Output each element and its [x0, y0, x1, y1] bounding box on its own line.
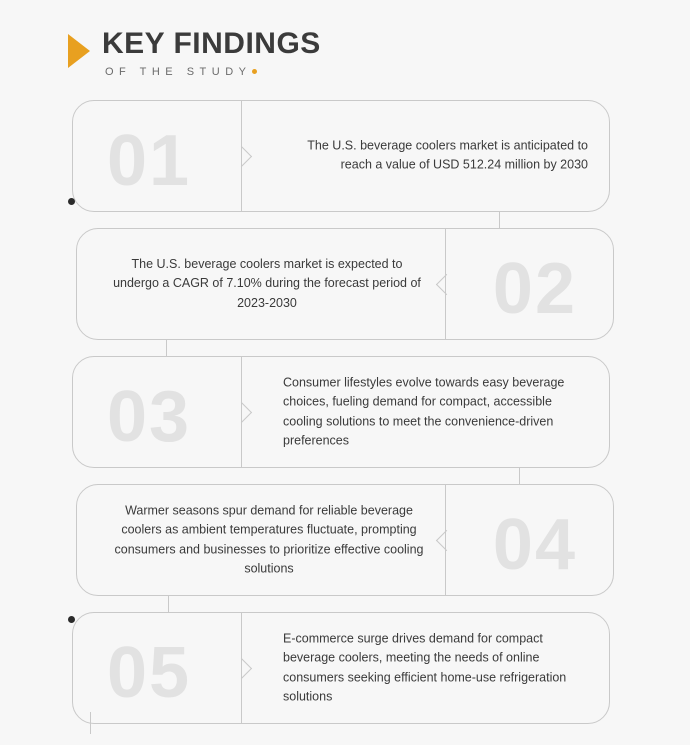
- finding-card-04: [76, 484, 614, 596]
- finding-card-01: [72, 100, 610, 212]
- finding-card-05: [72, 612, 610, 724]
- finding-number-03: 03: [107, 377, 192, 457]
- page-subtitle: [105, 66, 321, 78]
- connector-03-04: [519, 468, 520, 484]
- findings-list: [0, 100, 690, 740]
- finding-card-03: [72, 356, 610, 468]
- chevron-left-icon: [439, 269, 455, 299]
- page-title: KEY FINDINGS: [102, 27, 321, 60]
- bullet-marker-bottom: [68, 616, 75, 623]
- finding-number-02: 02: [492, 249, 577, 329]
- header-text-block: [102, 28, 321, 78]
- connector-01-02: [499, 212, 500, 228]
- chevron-right-icon: [234, 397, 250, 427]
- finding-number-04: 04: [492, 505, 577, 585]
- chevron-left-icon: [439, 525, 455, 555]
- page-subtitle-text: OF THE STUDY: [105, 65, 252, 78]
- chevron-right-arrow-icon: [68, 34, 90, 68]
- accent-dot-icon: [252, 69, 257, 74]
- list-item: [0, 228, 690, 356]
- connector-04-05: [168, 596, 169, 612]
- finding-card-02: [76, 228, 614, 340]
- finding-number-01: 01: [107, 121, 192, 201]
- list-item: [0, 100, 690, 228]
- finding-text-04: Warmer seasons spur demand for reliable beverage coolers as ambient temperatures fluctuate, prompting consumers and businesses to prioritize effective cooling solutions: [114, 503, 424, 576]
- chevron-right-icon: [234, 141, 250, 171]
- connector-tail: [90, 712, 91, 734]
- list-item: [0, 612, 690, 740]
- list-item: [0, 484, 690, 612]
- finding-text-02: The U.S. beverage coolers market is expected to undergo a CAGR of 7.10% during the forecast period of 2023-2030: [113, 256, 421, 310]
- chevron-right-icon: [234, 653, 250, 683]
- finding-text-05: E-commerce surge drives demand for compact beverage coolers, meeting the needs of online consumers seeking efficient home-use refrigeration solutions: [283, 631, 567, 704]
- list-item: [0, 356, 690, 484]
- connector-02-03: [166, 340, 167, 356]
- finding-text-01: The U.S. beverage coolers market is anticipated to reach a value of USD 512.24 million by 2030: [307, 138, 588, 172]
- finding-text-03: Consumer lifestyles evolve towards easy beverage choices, fueling demand for compact, accessible cooling solutions to meet the convenience-driven preferences: [283, 375, 565, 448]
- finding-number-05: 05: [107, 633, 192, 713]
- page-header: [68, 28, 321, 78]
- bullet-marker-top: [68, 198, 75, 205]
